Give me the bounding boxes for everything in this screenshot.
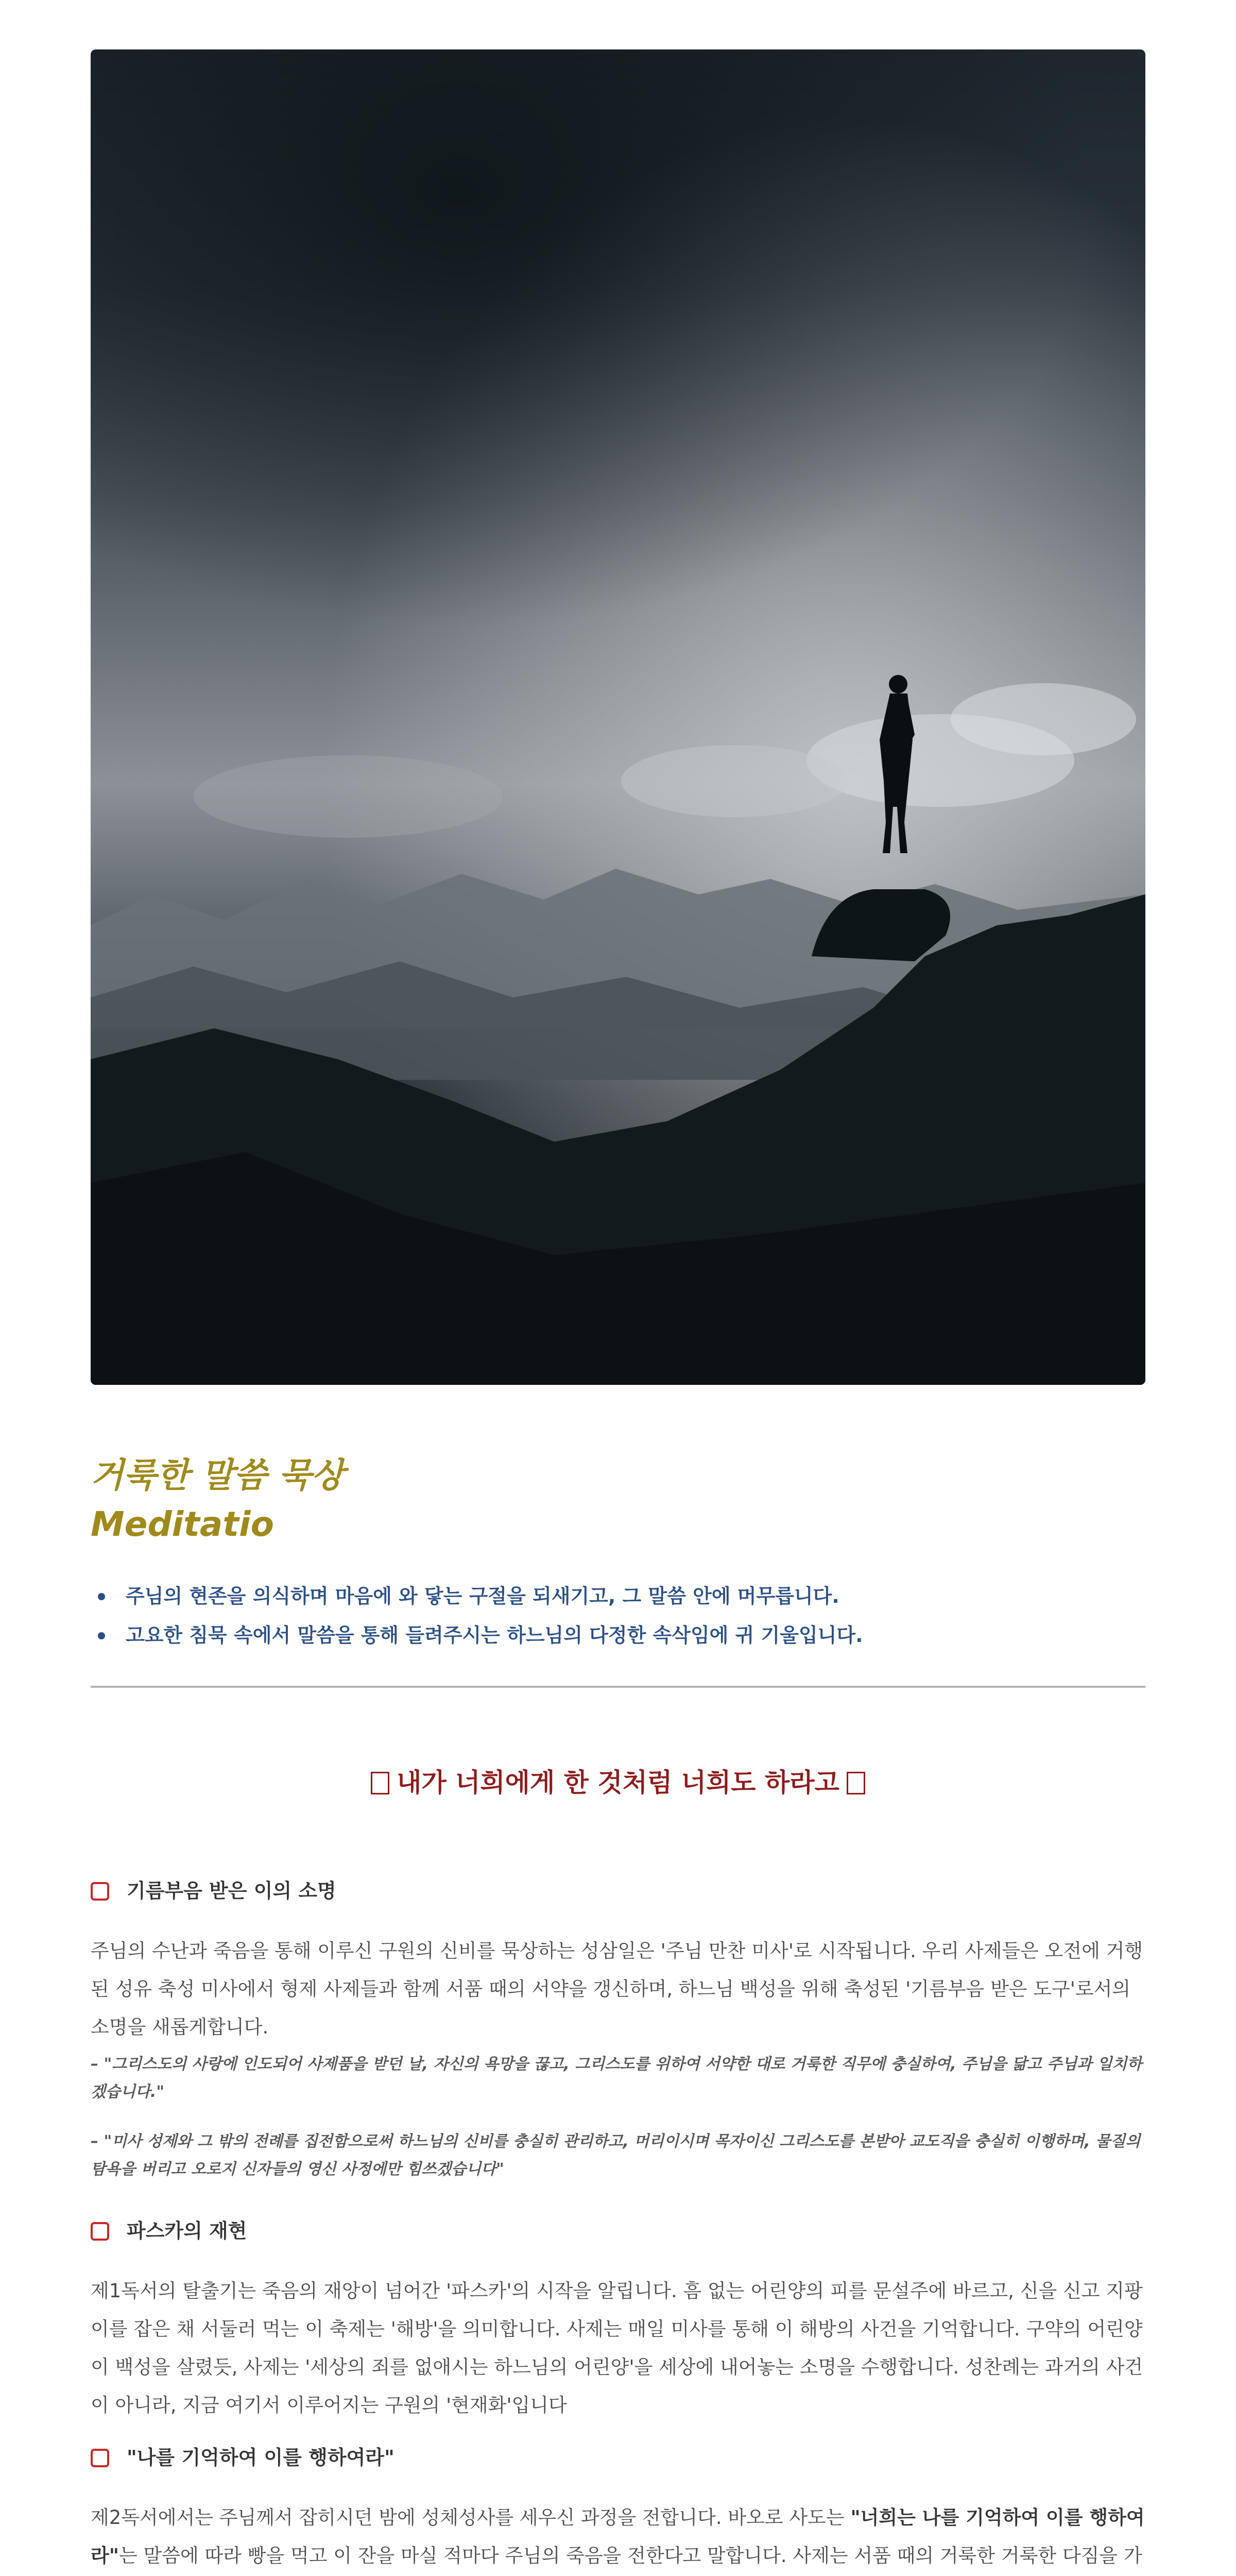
body-emphasis: "너희는 나를 기억하여 이를 행하여라" xyxy=(91,2506,1145,2567)
section-heading-text: 파스카의 재현 xyxy=(127,2219,247,2242)
section-heading xyxy=(91,2442,394,2473)
quote: – "그리스도의 사랑에 인도되어 사제품을 받던 날, 자신의 욕망을 끊고, 그리스도를 위하여 서약한 대로 거룩한 직무에 충실하여, 주님을 닮고 주님과 일치하겠습니다." xyxy=(91,2055,1142,2101)
section-heading xyxy=(91,1875,336,1906)
body-text: 제2독서에서는 주님께서 잡히시던 밤에 성체성사를 세우신 과정을 전합니다. 바오로 사도는 xyxy=(91,2506,851,2529)
section-body: 제1독서의 탈출기는 죽음의 재앙이 넘어간 '파스카'의 시작을 알립니다. 흠 없는 어린양의 피를 문설주에 바르고, 신을 신고 지팡이를 잡은 채 서둘러 먹는 이 축제는 '해방'을 의미합니다. 사제는 매일 미사를 통해 이 해방의 사건을 기억합니다. 구약의 어린양이 백성을 살렸듯, 사제는 '세상의 죄를 없애시는 하느님의 어린양'을 세상에 내어놓는 소명을 수행합니다. 성찬례는 과거의 사건이 아니라, 지금 여기서 이루어지는 구원의 '현재화'입니다 xyxy=(91,2280,1143,2416)
section-heading xyxy=(91,2215,247,2246)
intro-list xyxy=(91,1577,1145,1655)
section-body: 주님의 수난과 죽음을 통해 이루신 구원의 신비를 묵상하는 성삼일은 '주님 만찬 미사'로 시작됩니다. 우리 사제들은 오전에 거행된 성유 축성 미사에서 형제 사제들과 함께 서품 때의 서약을 갱신하며, 하느님 백성을 위해 축성된 '기름부음 받은 도구'로서의 소명을 새롭게합니다. xyxy=(91,1940,1143,2038)
section-title xyxy=(91,1762,1145,1799)
title-english: Meditatio xyxy=(91,1504,274,1544)
section-heading-text: "나를 기억하여 이를 행하여라" xyxy=(127,2446,394,2469)
intro-item: 고요한 침묵 속에서 말씀을 통해 들려주시는 하느님의 다정한 속삭임에 귀 기울입니다. xyxy=(91,1616,1145,1655)
divider xyxy=(91,1686,1145,1688)
intro-item: 주님의 현존을 의식하며 마음에 와 닿는 구절을 되새기고, 그 말씀 안에 머무릅니다. xyxy=(91,1577,1145,1616)
box-glyph-icon xyxy=(847,1772,865,1794)
hero-illustration xyxy=(91,49,1145,1385)
title-korean: 거룩한 말씀 묵상 xyxy=(91,1455,345,1495)
square-bullet-icon xyxy=(91,1882,109,1901)
hero-image xyxy=(91,49,1145,1385)
section-title-text: 내가 너희에게 한 것처럼 너희도 하라고 xyxy=(397,1768,839,1798)
box-glyph-icon xyxy=(371,1772,389,1794)
section-body xyxy=(91,2499,1145,2576)
square-bullet-icon xyxy=(91,2222,109,2241)
quote: – "미사 성제와 그 밖의 전례를 집전함으로써 하느님의 신비를 충실히 관리하고, 머리이시며 목자이신 그리스도를 본받아 교도직을 충실히 이행하며, 물질의 탐욕을 버리고 오로지 신자들의 영신 사정에만 힘쓰겠습니다" xyxy=(91,2132,1141,2178)
body-text: 는 말씀에 따라 빵을 먹고 이 잔을 마실 적마다 주님의 죽음을 전한다고 말합니다. 사제는 서품 때의 거룩한 거룩한 다짐을 가 xyxy=(119,2545,1142,2567)
square-bullet-icon xyxy=(91,2449,109,2467)
section-heading-text: 기름부음 받은 이의 소명 xyxy=(127,1879,336,1902)
